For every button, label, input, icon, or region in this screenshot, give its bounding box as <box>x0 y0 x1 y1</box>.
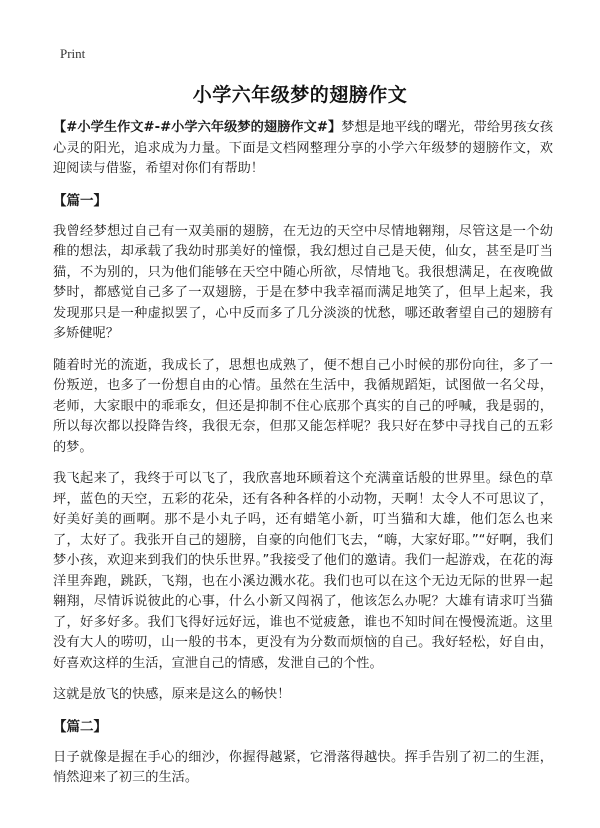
section-heading-1: 【篇一】 <box>53 192 107 209</box>
section-heading-2: 【篇二】 <box>53 718 107 735</box>
paragraph: 日子就像是握在手心的细沙，你握得越紧，它滑落得越快。挥手告别了初二的生涯，悄然迎来了初三的生活。 <box>53 749 553 785</box>
paragraph: 随着时光的流逝，我成长了，思想也成熟了，便不想自己小时候的那份向往，多了一份叛逆，也多了一份想自由的心情。虽然在生活中，我循规蹈矩，试图做一名父母，老师，大家眼中的乖乖女，但还是抑制不住心底那个真实的自己的呼喊，我是弱的，所以每次都以投降告终，我很无奈，但那又能怎样呢？我只好在梦中寻找自己的五彩的梦。 <box>53 357 553 455</box>
paragraph: 这就是放飞的快感，原来是这么的畅快！ <box>53 687 291 702</box>
intro-tags: 【#小学生作文#-#小学六年级梦的翅膀作文#】 <box>53 120 342 135</box>
article-body <box>53 118 553 800</box>
paragraph: 我飞起来了，我终于可以飞了，我欣喜地环顾着这个充满童话般的世界里。绿色的草坪，蓝色的天空，五彩的花朵，还有各种各样的小动物，天啊！太令人不可思议了，好美好美的画啊。那不是小丸子吗，还有蜡笔小新，叮当猫和大雄，他们怎么也来了，太好了。我张开自己的翅膀，自豪的向他们飞去，“嗨，大家好耶。”“好啊，我们梦小孩，欢迎来到我们的快乐世界。”我接受了他们的邀请。我们一起游戏，在花的海洋里奔跑，跳跃，飞翔，也在小溪边溅水花。我们也可以在这个无边无际的世界一起翱翔，尽情诉说彼此的心事，什么小新又闯祸了，他该怎么办呢？大雄有请求叮当猫了，好多好多。我们飞得好远好远，谁也不觉疲惫，谁也不知时间在慢慢流逝。这里没有大人的唠叨，山一般的书本，更没有为分数而烦恼的自己。我好轻松，好自由，好喜欢这样的生活，宣泄自己的情感，发泄自己的个性。 <box>53 471 553 671</box>
paragraph: 我曾经梦想过自己有一双美丽的翅膀，在无边的天空中尽情地翱翔，尽管这是一个幼稚的想法，却承载了我幼时那美好的憧憬，我幻想过自己是天使，仙女，甚至是叮当猫，不为别的，只为他们能够在天空中随心所欲，尽情地飞。我很想满足，在夜晚做梦时，都感觉自己多了一双翅膀，于是在梦中我幸福而满足地笑了，但早上起来，我发现那只是一种虚拟罢了，心中反而多了几分淡淡的忧愁，哪还敢奢望自己的翅膀有多矫健呢？ <box>53 223 553 341</box>
intro-paragraph <box>53 118 553 180</box>
page-title: 小学六年级梦的翅膀作文 <box>192 84 408 106</box>
intro-text: 梦想是地平线的曙光，带给男孩女孩心灵的阳光，追求成为力量。下面是文档网整理分享的小学六年级梦的翅膀作文，欢迎阅读与借鉴，希望对你们有帮助！ <box>53 120 554 176</box>
print-label: Print <box>60 46 86 61</box>
